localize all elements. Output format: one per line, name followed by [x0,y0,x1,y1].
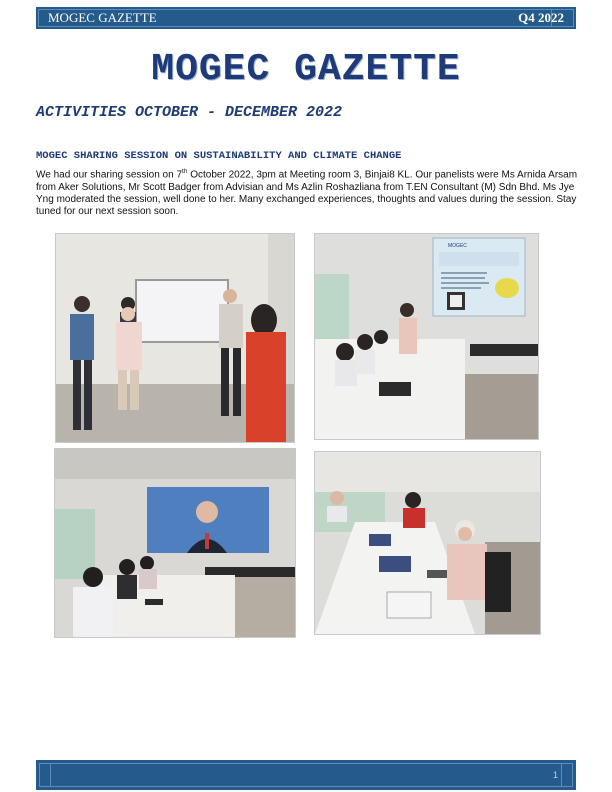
page-subtitle: ACTIVITIES OCTOBER - DECEMBER 2022 [36,104,343,121]
page-number: 1 [552,770,558,780]
body-text-start: We had our sharing session on 7 [36,169,183,181]
footer-divider-left [50,763,51,787]
footer-border [39,763,573,787]
header-bar [36,7,576,29]
slide-title: MOGEC [448,243,467,249]
photo-1-image [56,234,294,442]
photo-participants-at-table [314,451,541,635]
section-body [36,166,581,219]
page-title: MOGEC GAZETTE [151,48,461,91]
footer-bar [36,760,576,790]
photo-presenters-at-whiteboard [55,233,295,443]
body-superscript: th [182,168,188,175]
section-heading: MOGEC SHARING SESSION ON SUSTAINABILITY AND CLIMATE CHANGE [36,150,402,162]
photo-video-presentation [54,448,296,638]
photo-4-image [315,452,540,634]
header-publication-name: MOGEC GAZETTE [48,10,157,25]
photo-presentation-slide-room [314,233,539,440]
header-issue-label: Q4 2022 [518,10,564,25]
body-text-rest: October 2022, 3pm at Meeting room 3, Binjai8 KL. Our panelists were Ms Arnida Arsam from Aker Solutions, Mr Scott Badger from Advisian and Ms Azlin Roshazliana from T.EN Consultant (M) Sdn Bhd. Ms Jye Yng moderated the session, well done to her. Many exchanged experiences, thoughts and values during the session. Stay tuned for our next session soon. [36,169,578,218]
footer-divider-right [561,763,562,787]
photo-3-image [55,449,295,637]
photo-2-image [315,234,538,439]
